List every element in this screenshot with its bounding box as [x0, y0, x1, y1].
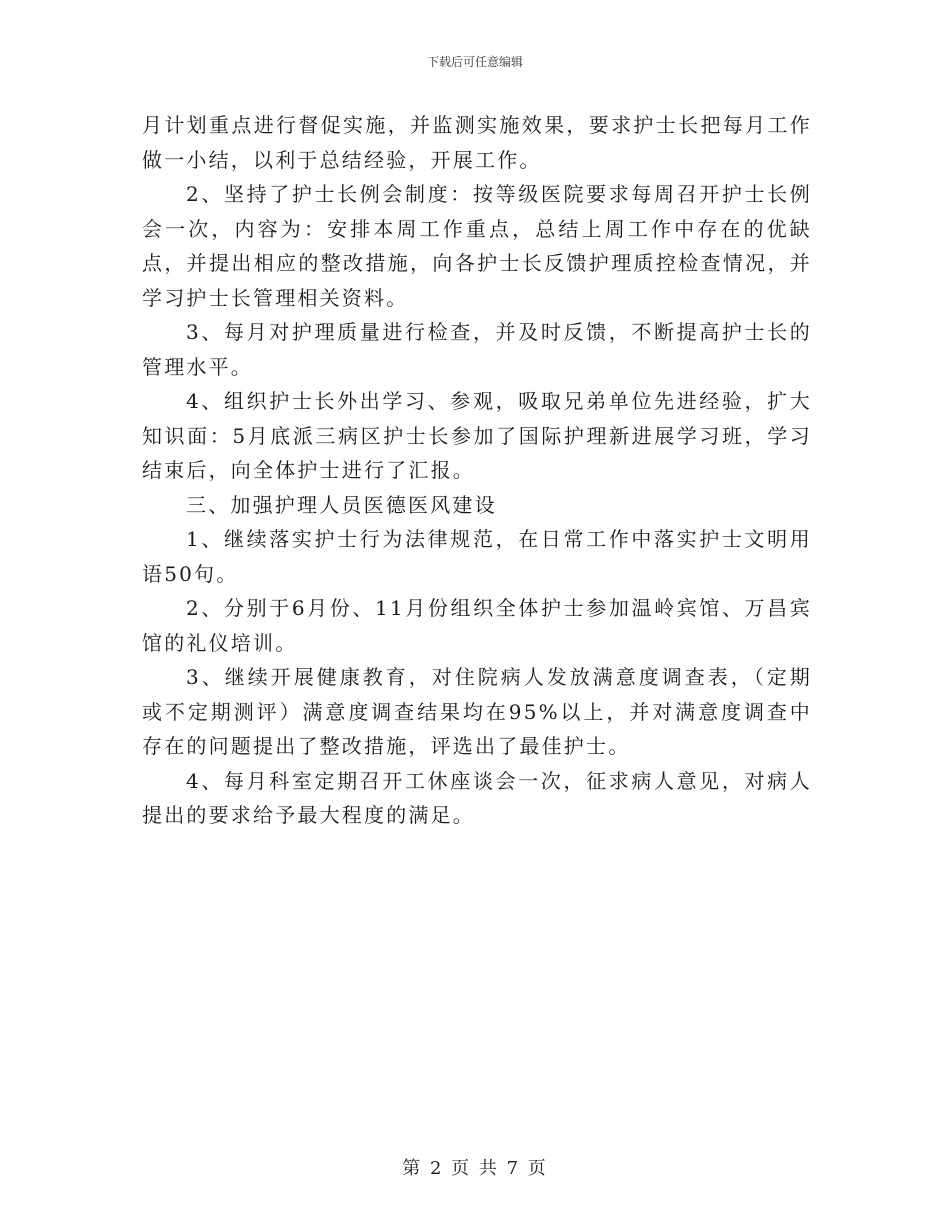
paragraph-5: 1、继续落实护士行为法律规范，在日常工作中落实护士文明用语50句。: [142, 527, 812, 586]
paragraph-4: 4、组织护士长外出学习、参观，吸取兄弟单位先进经验，扩大知识面：5月底派三病区护士长参加了国际护理新进展学习班，学习结束后，向全体护士进行了汇报。: [142, 389, 812, 482]
document-body: [142, 108, 812, 833]
page-footer: 第 2 页 共 7 页: [402, 1158, 548, 1179]
page-header: 下载后可任意编辑: [426, 55, 523, 69]
paragraph-1: 月计划重点进行督促实施，并监测实施效果，要求护士长把每月工作做一小结，以利于总结经验，开展工作。: [142, 113, 812, 172]
paragraph-2: 2、坚持了护士长例会制度：按等级医院要求每周召开护士长例会一次，内容为：安排本周工作重点，总结上周工作中存在的优缺点，并提出相应的整改措施，向各护士长反馈护理质控检查情况，并学习护士长管理相关资料。: [142, 182, 812, 310]
paragraph-3: 3、每月对护理质量进行检查，并及时反馈，不断提高护士长的管理水平。: [142, 320, 812, 379]
paragraph-8: 4、每月科室定期召开工休座谈会一次，征求病人意见，对病人提出的要求给予最大程度的满足。: [142, 768, 812, 827]
paragraph-7: 3、继续开展健康教育，对住院病人发放满意度调查表，（定期或不定期测评）满意度调查结果均在95%以上，并对满意度调查中存在的问题提出了整改措施，评选出了最佳护士。: [142, 665, 812, 758]
paragraph-6: 2、分别于6月份、11月份组织全体护士参加温岭宾馆、万昌宾馆的礼仪培训。: [142, 596, 812, 655]
section-heading: 三、加强护理人员医德医风建设: [186, 492, 497, 517]
